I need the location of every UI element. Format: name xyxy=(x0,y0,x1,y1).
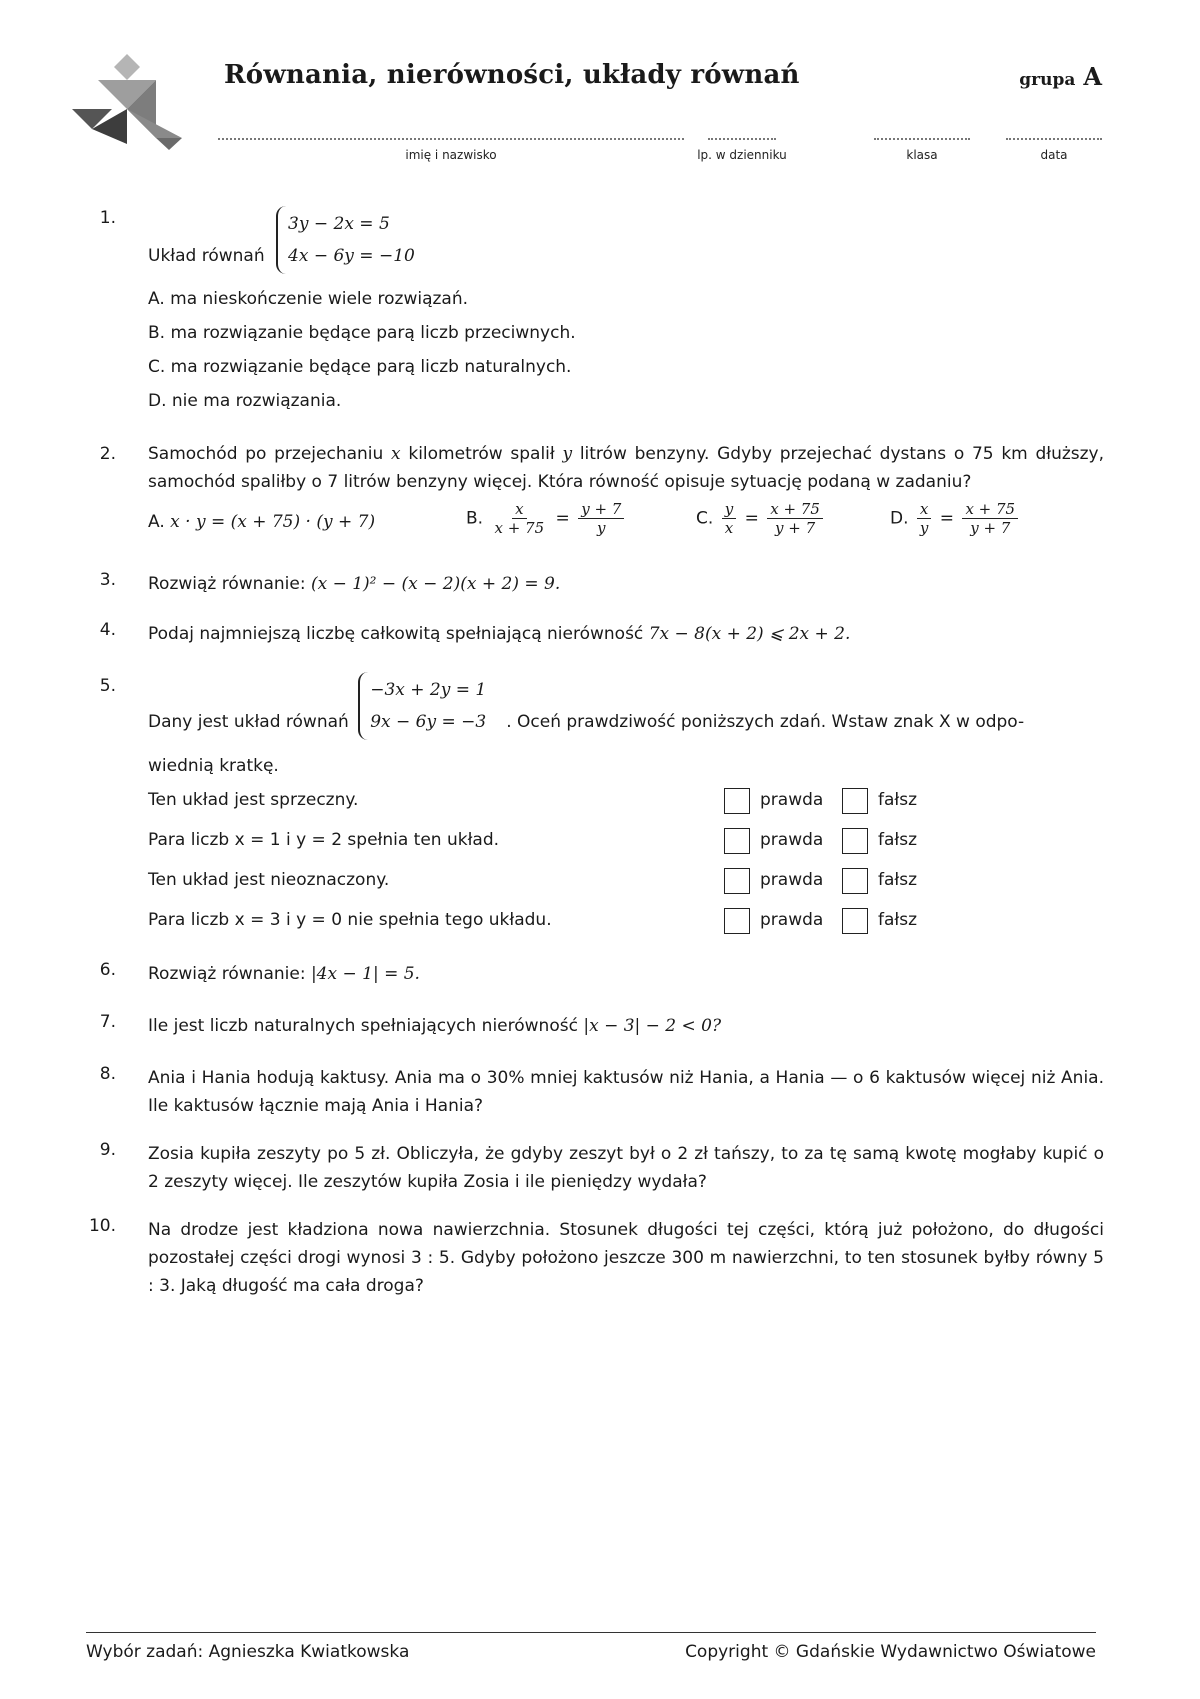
true-checkbox[interactable] xyxy=(724,908,750,934)
true-label: prawda xyxy=(760,870,824,890)
task-2-text: Samochód po przejechaniu x kilometrów spalił y litrów benzyny. Gdyby przejechać dystans o 75 km dłuższy, samochód spaliłby o 7 litrów benzyny więcej. Która równość opisuje sytuację podaną w zadaniu? xyxy=(148,444,1105,492)
worksheet-title: Równania, nierówności, układy równań xyxy=(224,60,800,90)
date-field-caption: data xyxy=(1040,148,1068,162)
false-label: fałsz xyxy=(878,790,918,810)
true-false-row xyxy=(148,906,1104,938)
group-value: A xyxy=(1083,62,1102,91)
class-number-field[interactable] xyxy=(697,126,787,166)
group-label: grupa xyxy=(1019,70,1076,90)
statement: Para liczb x = 3 i y = 0 nie spełnia tego układu. xyxy=(148,910,552,930)
task-10-text: Na drodze jest kładziona nowa nawierzchnia. Stosunek długości tej części, którą już położono, do długości pozostałej części drogi wynosi 3 : 5. Gdyby położono jeszcze 300 m nawierzchni, to ten stosunek byłby równy 5 : 3. Jaką długość ma cała droga? xyxy=(148,1220,1104,1296)
false-label: fałsz xyxy=(878,830,918,850)
equation-1: 3y − 2x = 5 xyxy=(288,214,390,234)
task-number: 1. xyxy=(99,208,116,228)
true-label: prawda xyxy=(760,910,824,930)
class-number-caption: lp. w dzienniku xyxy=(697,148,787,162)
true-false-row xyxy=(148,786,1104,818)
true-label: prawda xyxy=(760,830,824,850)
true-checkbox[interactable] xyxy=(724,828,750,854)
false-label: fałsz xyxy=(878,910,918,930)
statement: Ten układ jest nieoznaczony. xyxy=(148,870,390,890)
true-false-row xyxy=(148,866,1104,898)
task-1-intro: Układ równań xyxy=(148,246,265,266)
option-d[interactable]: D. $\frac{x}{y}$ = $\frac{x + 75}{y + 7}$ xyxy=(890,500,1021,537)
footer-author: Wybór zadań: Agnieszka Kwiatkowska xyxy=(86,1642,410,1662)
task-9-text: Zosia kupiła zeszyty po 5 zł. Obliczyła, że gdyby zeszyt był o 2 zł tańszy, to za tę samą kwotę mogłaby kupić o 2 zeszyty więcej. Ile zeszytów kupiła Zosia i ile pieniędzy wydała? xyxy=(148,1144,1104,1192)
option-c[interactable]: C. $\frac{y}{x}$ = $\frac{x + 75}{y + 7}$ xyxy=(696,500,826,537)
task-number: 2. xyxy=(99,444,116,464)
task-5-text: Dany jest układ równań −3x + 2y = 1 9x − 6y = −3 . Oceń prawdziwość poniższych zdań. Wstaw znak X w odpo- xyxy=(148,672,1104,740)
class-field[interactable] xyxy=(874,126,970,166)
equation-1: −3x + 2y = 1 xyxy=(370,680,487,700)
name-field-caption: imię i nazwisko xyxy=(405,148,497,162)
false-checkbox[interactable] xyxy=(842,908,868,934)
task-2-options xyxy=(148,500,1104,550)
task-6-text: Rozwiąż równanie: |4x − 1| = 5. xyxy=(148,964,420,984)
true-label: prawda xyxy=(760,790,824,810)
equation-system xyxy=(358,672,486,740)
footer-divider xyxy=(86,1632,1096,1633)
option-d[interactable]: D. nie ma rozwiązania. xyxy=(148,391,342,411)
group-indicator xyxy=(1019,62,1102,91)
class-field-caption: klasa xyxy=(906,148,938,162)
task-3-text: Rozwiąż równanie: (x − 1)² − (x − 2)(x + 2) = 9. xyxy=(148,574,561,594)
false-checkbox[interactable] xyxy=(842,788,868,814)
true-checkbox[interactable] xyxy=(724,788,750,814)
task-8-text: Ania i Hania hodują kaktusy. Ania ma o 30% mniej kaktusów niż Hania, a Hania — o 6 kaktusów więcej niż Ania. Ile kaktusów łącznie mają Ania i Hania? xyxy=(148,1068,1104,1116)
option-c[interactable]: C. ma rozwiązanie będące parą liczb naturalnych. xyxy=(148,357,572,377)
task-5-text-cont: wiednią kratkę. xyxy=(148,756,279,776)
task-number: 10. xyxy=(88,1216,116,1236)
date-field[interactable] xyxy=(1006,126,1102,166)
task-7-text: Ile jest liczb naturalnych spełniających nierówność |x − 3| − 2 < 0? xyxy=(148,1016,722,1036)
option-a[interactable]: A. x · y = (x + 75) · (y + 7) xyxy=(148,512,376,532)
name-field[interactable] xyxy=(218,126,684,166)
answer-options xyxy=(148,282,1104,418)
task-number: 8. xyxy=(99,1064,116,1084)
footer-copyright: Copyright © Gdańskie Wydawnictwo Oświatowe xyxy=(685,1642,1096,1662)
task-number: 3. xyxy=(99,570,116,590)
option-b[interactable]: B. ma rozwiązanie będące parą liczb przeciwnych. xyxy=(148,323,576,343)
equation-system xyxy=(276,206,415,274)
task-number: 5. xyxy=(99,676,116,696)
option-a[interactable]: A. ma nieskończenie wiele rozwiązań. xyxy=(148,289,469,309)
true-checkbox[interactable] xyxy=(724,868,750,894)
statement: Para liczb x = 1 i y = 2 spełnia ten układ. xyxy=(148,830,500,850)
statement: Ten układ jest sprzeczny. xyxy=(148,790,359,810)
option-b[interactable]: B. $\frac{x}{x + 75}$ = $\frac{y + 7}{y}$ xyxy=(466,500,627,537)
false-checkbox[interactable] xyxy=(842,868,868,894)
publisher-logo xyxy=(72,54,182,150)
task-number: 4. xyxy=(99,620,116,640)
equation-2: 4x − 6y = −10 xyxy=(288,246,415,266)
task-4-text: Podaj najmniejszą liczbę całkowitą spełniającą nierówność 7x − 8(x + 2) ⩽ 2x + 2. xyxy=(148,624,851,644)
true-false-row xyxy=(148,826,1104,858)
false-checkbox[interactable] xyxy=(842,828,868,854)
task-number: 6. xyxy=(99,960,116,980)
task-number: 7. xyxy=(99,1012,116,1032)
task-number: 9. xyxy=(99,1140,116,1160)
equation-2: 9x − 6y = −3 xyxy=(370,712,487,732)
false-label: fałsz xyxy=(878,870,918,890)
